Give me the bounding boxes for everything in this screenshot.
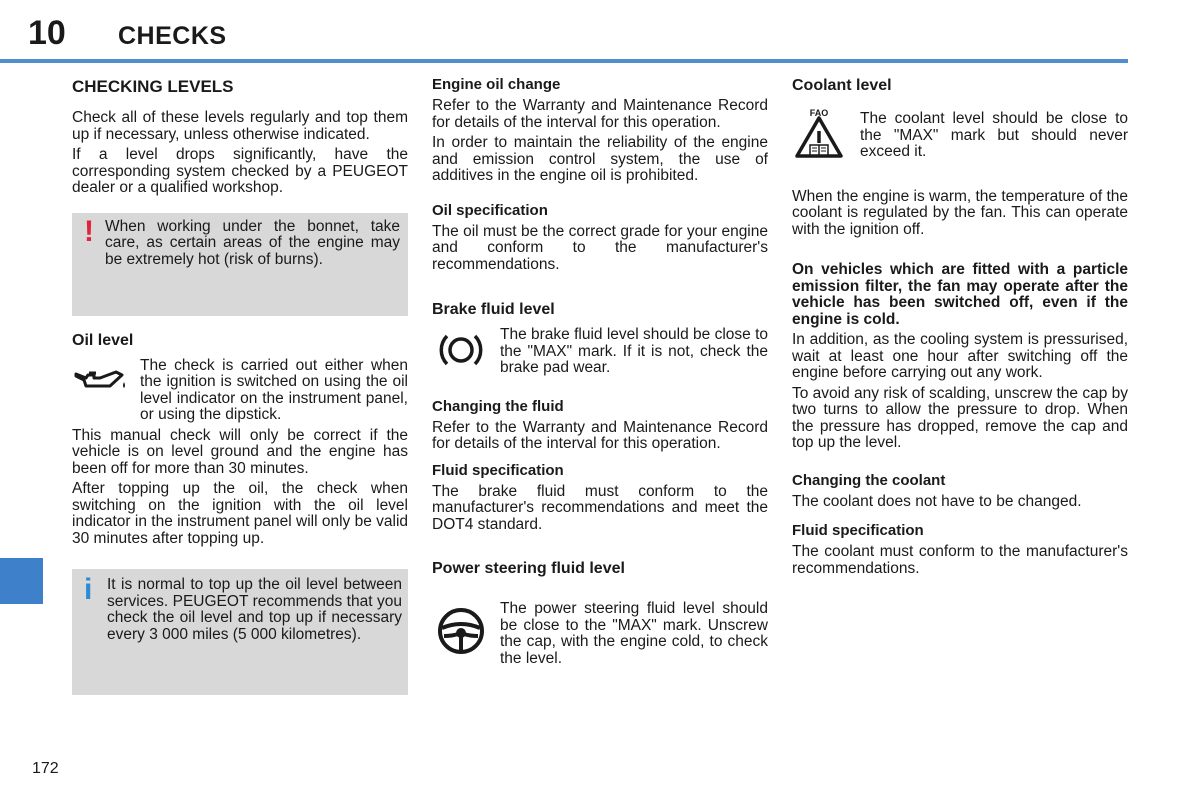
section-title-changing-coolant: Changing the coolant bbox=[792, 471, 946, 489]
warning-box bbox=[72, 213, 408, 316]
oil-change-paragraph-1: Refer to the Warranty and Maintenance Record for details of the interval for this operation. bbox=[432, 97, 768, 131]
section-title-changing-fluid: Changing the fluid bbox=[432, 397, 564, 415]
changing-coolant-paragraph: The coolant does not have to be changed. bbox=[792, 492, 1082, 510]
header-rule bbox=[0, 59, 1128, 63]
changing-fluid-paragraph: Refer to the Warranty and Maintenance Record for details of the interval for this operation. bbox=[432, 418, 768, 452]
brake-fluid-row bbox=[432, 327, 768, 377]
column-oil-brake-steering bbox=[432, 74, 768, 667]
oil-level-text: The check is carried out either when the ignition is switched on using the oil level indicator on the instrument panel, or using the dipstick. bbox=[140, 356, 408, 423]
power-steering-row bbox=[432, 601, 768, 667]
warning-text: When working under the bonnet, take care, as certain areas of the engine may be extremely hot (risk of burns). bbox=[105, 217, 400, 268]
coolant-paragraph-1: When the engine is warm, the temperature of the coolant is regulated by the fan. This can operate with the ignition off. bbox=[792, 187, 1129, 238]
section-title-engine-oil-change: Engine oil change bbox=[432, 76, 561, 93]
section-title-brake-fluid: Brake fluid level bbox=[432, 301, 555, 318]
coolant-paragraph-2: In addition, as the cooling system is pressurised, wait at least one hour after switching off the engine before carrying out any work. bbox=[792, 331, 1128, 381]
section-title-coolant-spec: Fluid specification bbox=[792, 522, 924, 539]
oil-level-row bbox=[72, 358, 408, 424]
oil-can-icon bbox=[72, 366, 128, 401]
coolant-paragraph-3: To avoid any risk of scalding, unscrew the cap by two turns to allow the pressure to drop. When the pressure has dropped, remove the cap and top up the level. bbox=[792, 384, 1129, 451]
power-steering-text: The power steering fluid level should be close to the "MAX" mark. Unscrew the cap, with the engine cold, to check the level. bbox=[500, 600, 768, 667]
coolant-icon-label: FAO bbox=[809, 108, 829, 118]
steering-wheel-icon bbox=[436, 606, 486, 661]
oil-paragraph-2: After topping up the oil, the check when switching on the ignition with the oil level indicator in the instrument panel will only be valid 30 minutes after topping up. bbox=[72, 480, 409, 547]
oil-paragraph-1: This manual check will only be correct if the vehicle is on level ground and the engine has been off for more than 30 minutes. bbox=[72, 426, 408, 477]
page-title: CHECKS bbox=[118, 22, 227, 50]
warning-icon: ! bbox=[84, 214, 94, 248]
coolant-level-row bbox=[792, 108, 1128, 161]
brake-fluid-spec-paragraph: The brake fluid must conform to the manufacturer's recommendations and meet the DOT4 standard. bbox=[432, 482, 768, 533]
brake-fluid-text: The brake fluid level should be close to the "MAX" mark. If it is not, check the brake pad wear. bbox=[500, 326, 768, 376]
coolant-filter-warning: On vehicles which are fitted with a particle emission filter, the fan may operate after the vehicle has been switched off, even if the engine is cold. bbox=[792, 261, 1128, 328]
section-title-oil-level: Oil level bbox=[72, 331, 134, 349]
section-title-coolant-level: Coolant level bbox=[792, 77, 892, 94]
section-title-oil-specification: Oil specification bbox=[432, 201, 548, 219]
brake-warning-icon bbox=[438, 330, 484, 375]
oil-spec-paragraph: The oil must be the correct grade for your engine and conform to the manufacturer's recommendations. bbox=[432, 222, 768, 273]
info-icon: i bbox=[84, 573, 93, 606]
oil-change-paragraph-2: In order to maintain the reliability of the engine and emission control system, the use of additives in the engine oil is prohibited. bbox=[432, 134, 768, 184]
section-title-power-steering: Power steering fluid level bbox=[432, 560, 625, 577]
coolant-level-text: The coolant level should be close to the "MAX" mark but should never exceed it. bbox=[860, 110, 1128, 160]
info-text: It is normal to top up the oil level between services. PEUGEOT recommends that you check the oil level and top up if necessary every 3 000 miles (5 000 kilometres). bbox=[107, 576, 402, 643]
intro-paragraph-2: If a level drops significantly, have the corresponding system checked by a PEUGEOT dealer or a qualified workshop. bbox=[72, 146, 408, 196]
section-title-brake-fluid-spec: Fluid specification bbox=[432, 461, 564, 479]
column-checking-levels bbox=[72, 74, 408, 695]
coolant-warning-icon bbox=[792, 107, 846, 164]
coolant-spec-paragraph: The coolant must conform to the manufacturer's recommendations. bbox=[792, 543, 1128, 577]
info-box bbox=[72, 569, 408, 695]
chapter-number: 10 bbox=[28, 14, 66, 52]
page-number: 172 bbox=[32, 760, 59, 777]
column-coolant bbox=[792, 74, 1128, 577]
section-title-checking-levels: CHECKING LEVELS bbox=[72, 77, 234, 96]
chapter-tab bbox=[0, 558, 43, 604]
intro-paragraph-1: Check all of these levels regularly and top them up if necessary, unless otherwise indicated. bbox=[72, 109, 408, 143]
